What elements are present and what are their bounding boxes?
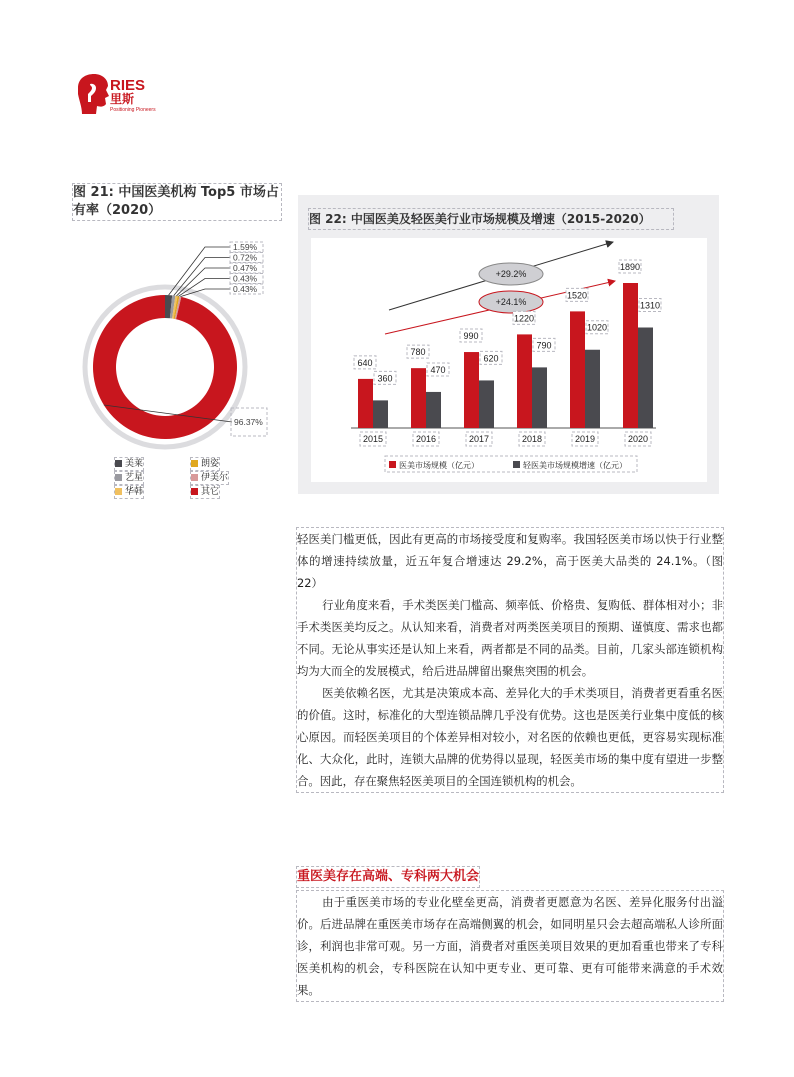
donut-value-label: 96.37% (234, 417, 263, 427)
donut-slices (93, 295, 237, 439)
donut-value-label: 0.43% (233, 284, 258, 294)
donut-value-label: 1.59% (233, 242, 258, 252)
paragraph-3: 医美依赖名医，尤其是决策成本高、差异化大的手术类项目，消费者更看重名医的价值。这时，标准化的大型连锁品牌几乎没有优势。这也是医美行业集中度低的核心原因。而轻医美项目的个体差异相对较小，对名医的依赖也更低，更容易实现标准化、大众化，此时，连锁大品牌的优势得以显现，轻医美市场的集中度有望进一步整合。因此，存在聚焦轻医美项目的全国连锁机构的机会。 (297, 686, 723, 788)
donut-value-label: 0.72% (233, 252, 258, 263)
bar-medical (517, 334, 532, 428)
bars (354, 260, 661, 446)
data-label: 1020 (586, 322, 608, 333)
section-text-block (296, 890, 724, 1002)
legend-swatch (191, 474, 198, 481)
x-tick-label: 2019 (574, 434, 596, 444)
bar-light-medical (532, 367, 547, 428)
x-tick-label: 2017 (468, 434, 490, 444)
legend-swatch (115, 488, 122, 495)
figure-21-donut-chart (70, 232, 300, 472)
legend-item-langzi: 朗姿 (190, 457, 220, 471)
logo-head-icon (78, 74, 109, 114)
bar-light-medical (426, 392, 441, 428)
donut-slice (93, 295, 237, 439)
legend-item-yixing: 艺星 (114, 471, 144, 485)
paragraph-2: 行业角度来看，手术类医美门槛高、频率低、价格贵、复购低、群体相对小；非手术类医美均反之。从认知来看，消费者对两类医美项目的预期、谨慎度、需求也都不同。无论从事实还是认知上来看，两者都是不同的品类。目前，几家头部连锁机构均为大而全的发展模式，给后进品牌留出聚焦突围的机会。 (297, 598, 723, 678)
x-tick-label: 2016 (415, 434, 437, 444)
data-label: 640 (357, 357, 373, 368)
figure-22-title: 图 22: 中国医美及轻医美行业市场规模及增速（2015-2020） (308, 208, 674, 230)
brand-name-cn: 里斯 (110, 92, 135, 106)
data-label: 1890 (619, 262, 641, 272)
bar-light-medical (373, 400, 388, 428)
body-text-block (296, 527, 724, 793)
legend-label-medical: 医美市场规模（亿元） (399, 461, 479, 470)
legend-item-huahan: 华韩 (114, 485, 144, 499)
x-tick-label: 2018 (521, 434, 543, 444)
data-label: 1310 (639, 300, 661, 311)
section-paragraph: 由于重医美市场的专业化壁垒更高，消费者更愿意为名医、差异化服务付出溢价。后进品牌在重医美市场存在高端侧翼的机会，如同明星只会去超高端私人诊所面诊，利润也非常可观。另一方面，消费者对重医美项目效果的更加看重也带来了专科医美机构的机会，专科医院在认知中更专业、更可靠、更有可能带来满意的手术效果。 (297, 895, 723, 997)
legend-swatch-medical (389, 461, 396, 468)
x-tick-label: 2015 (362, 434, 384, 444)
data-label: 360 (377, 373, 393, 384)
bar-medical (464, 352, 479, 428)
legend-item-meilai: 美莱 (114, 457, 144, 471)
legend-swatch (191, 460, 198, 467)
legend-item-yimeier: 伊美尔 (190, 471, 229, 485)
brand-name-en: RIES (110, 77, 146, 94)
figure-22-bar-chart (311, 238, 707, 482)
bar-light-medical (479, 380, 494, 428)
x-tick-label: 2020 (627, 434, 649, 444)
legend-swatch (115, 474, 122, 481)
figure-21-legend (114, 457, 244, 503)
data-label: 470 (430, 364, 446, 375)
data-label: 780 (410, 347, 426, 358)
bar-medical (623, 283, 638, 428)
bar-light-medical (638, 327, 653, 428)
data-label: 1220 (513, 313, 535, 324)
brand-tagline: Positioning Pioneers (110, 107, 156, 113)
bar-medical (411, 368, 426, 428)
paragraph-1: 轻医美门槛更低，因此有更高的市场接受度和复购率。我国轻医美市场以快于行业整体的增速持续放量，近五年复合增速达 29.2%，高于医美大品类的 24.1%。（图 22） (297, 532, 723, 590)
growth-label-29: +29.2% (495, 269, 527, 279)
data-label: 790 (536, 340, 552, 351)
data-label: 990 (463, 331, 479, 342)
legend-label-light: 轻医美市场规模增速（亿元） (523, 461, 627, 470)
bar-light-medical (585, 350, 600, 428)
legend-item-other: 其它 (190, 485, 220, 499)
figure-22-legend (385, 456, 637, 472)
data-label: 620 (483, 353, 499, 364)
legend-swatch-light (513, 461, 520, 468)
growth-label-24: +24.1% (495, 297, 527, 307)
section-heading: 重医美存在高端、专科两大机会 (296, 866, 480, 888)
donut-value-label: 0.43% (233, 273, 258, 284)
legend-swatch (191, 488, 198, 495)
bar-medical (570, 311, 585, 428)
bar-medical (358, 379, 373, 428)
legend-swatch (115, 460, 122, 467)
data-label: 1520 (566, 290, 588, 301)
donut-value-label: 0.47% (233, 263, 258, 273)
figure-21-title: 图 21: 中国医美机构 Top5 市场占有率（2020） (72, 183, 282, 221)
